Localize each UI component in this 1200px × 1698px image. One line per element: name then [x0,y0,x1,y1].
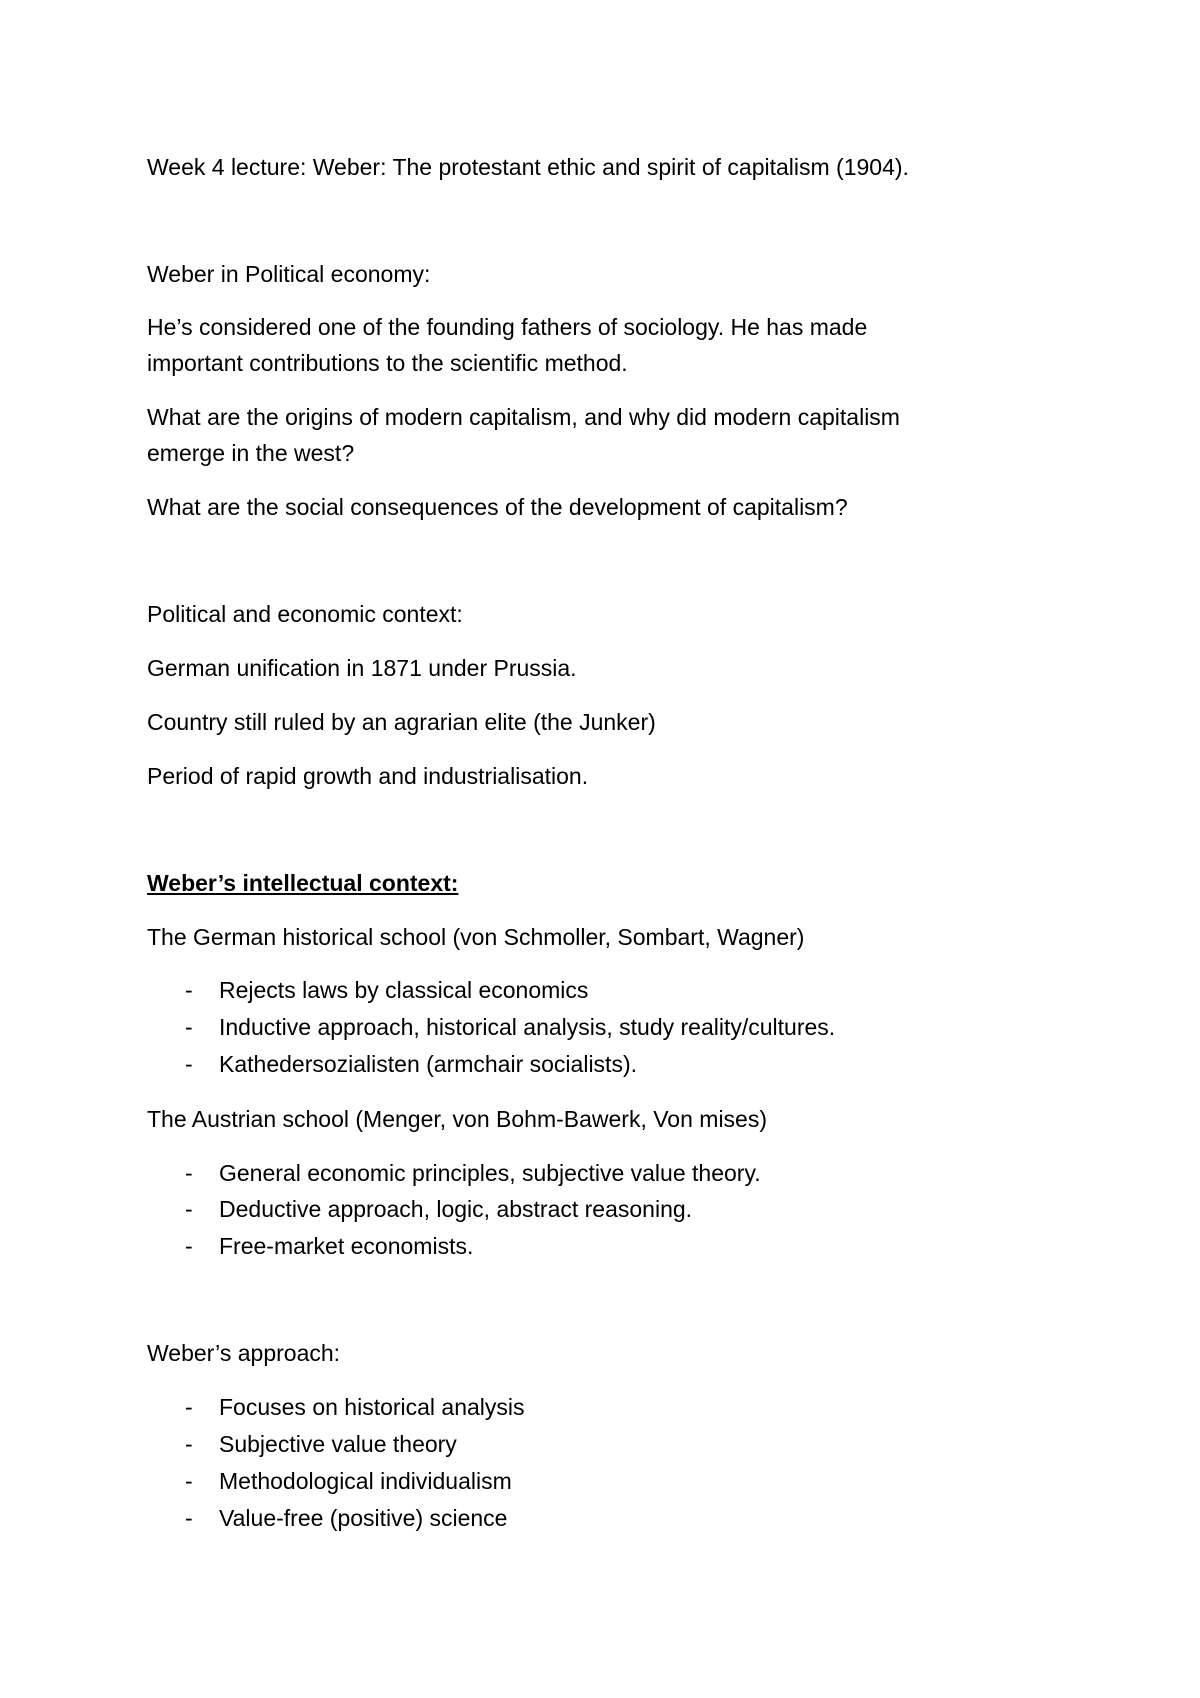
paragraph-line: He’s considered one of the founding fathers of sociology. He has made [147,314,868,340]
bullet-marker: - [185,1394,193,1420]
subsection-label-german-school: The German historical school (von Schmoller, Sombart, Wagner) [147,924,805,950]
list-item-text: Kathedersozialisten (armchair socialists). [219,1051,637,1077]
list-item-text: Value-free (positive) science [219,1505,508,1531]
bullet-marker: - [185,1196,193,1222]
document-title: Week 4 lecture: Weber: The protestant ethic and spirit of capitalism (1904). [147,154,909,180]
list-item-text: Subjective value theory [219,1431,457,1457]
bullet-marker: - [185,977,193,1003]
bullet-marker: - [185,1431,193,1457]
paragraph-line: emerge in the west? [147,440,355,466]
bullet-marker: - [185,1160,193,1186]
subsection-label-austrian-school: The Austrian school (Menger, von Bohm-Bawerk, Von mises) [147,1106,768,1132]
section-heading-political-economy: Weber in Political economy: [147,261,431,287]
list-item-text: Deductive approach, logic, abstract reasoning. [219,1196,693,1222]
bullet-marker: - [185,1233,193,1259]
list-item-text: Focuses on historical analysis [219,1394,525,1420]
bullet-marker: - [185,1468,193,1494]
paragraph-line: German unification in 1871 under Prussia. [147,655,577,681]
bullet-marker: - [185,1505,193,1531]
section-heading-intellectual-context: Weber’s intellectual context: [147,870,459,896]
list-item-text: Methodological individualism [219,1468,512,1494]
paragraph-line: What are the origins of modern capitalism, and why did modern capitalism [147,404,900,430]
section-heading-approach: Weber’s approach: [147,1340,341,1366]
bullet-marker: - [185,1014,193,1040]
list-item-text: Free-market economists. [219,1233,474,1259]
list-item-text: General economic principles, subjective value theory. [219,1160,761,1186]
paragraph-line: important contributions to the scientific method. [147,350,628,376]
paragraph-line: Country still ruled by an agrarian elite (the Junker) [147,709,656,735]
bullet-marker: - [185,1051,193,1077]
list-item [185,1500,1065,1644]
list-item-text: Rejects laws by classical economics [219,977,589,1003]
section-heading-political-context: Political and economic context: [147,601,463,627]
paragraph-line: Period of rapid growth and industrialisation. [147,763,589,789]
list-item-text: Inductive approach, historical analysis, study reality/cultures. [219,1014,836,1040]
paragraph-line: What are the social consequences of the development of capitalism? [147,494,848,520]
